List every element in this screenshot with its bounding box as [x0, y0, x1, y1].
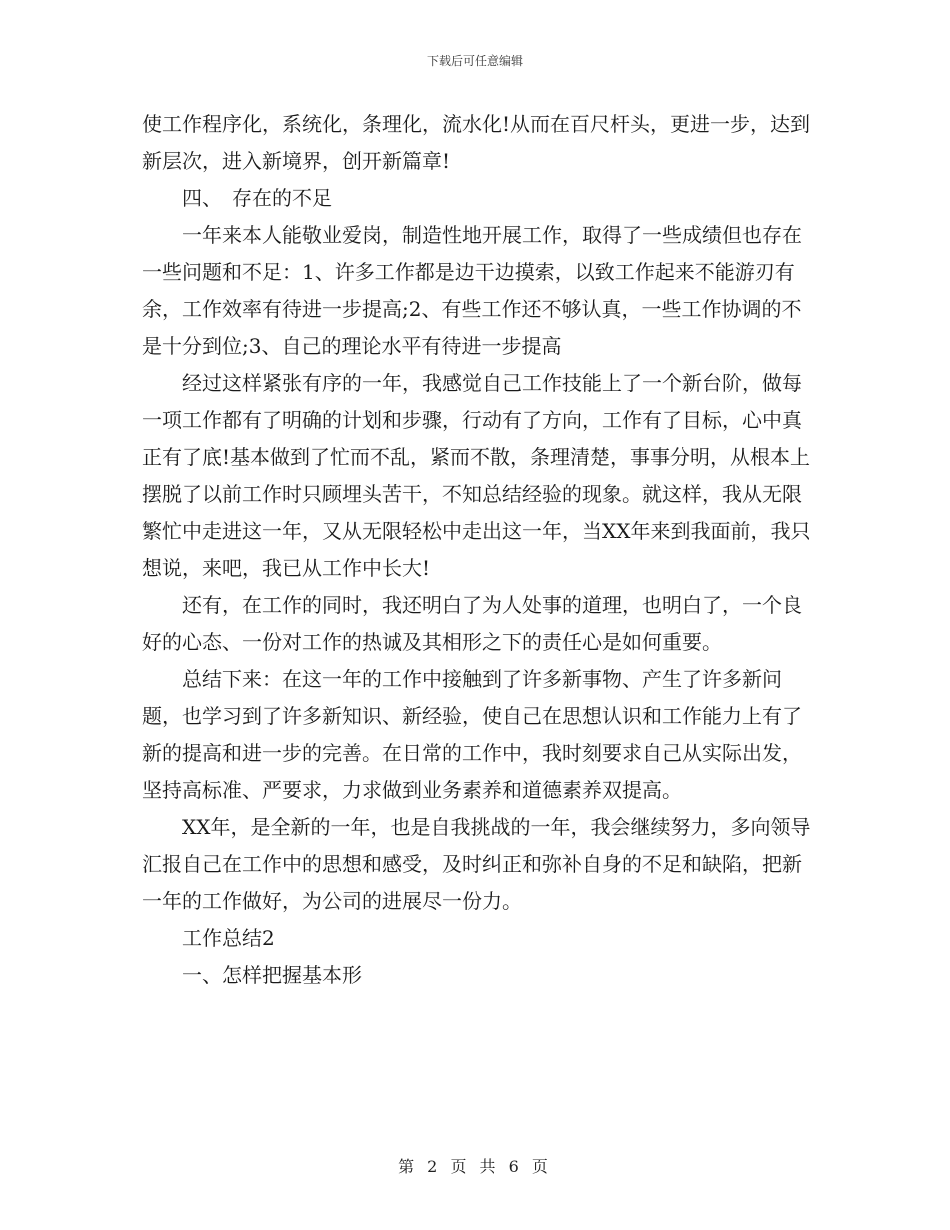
- section-heading-shortcomings: 四、 存在的不足: [182, 186, 332, 210]
- paragraph-year-review: 经过这样紧张有序的一年，我感觉自己工作技能上了一个新台阶，做每一项工作都有了明确的计划和步骤，行动有了方向，工作有了目标，心中真正有了底!基本做到了忙而不乱，紧而不散，条理清楚，事事分明，从根本上摆脱了以前工作时只顾埋头苦干，不知总结经验的现象。就这样，我从无限繁忙中走进这一年，又从无限轻松中走出这一年，当XX年来到我面前，我只想说，来吧，我已从工作中长大!: [142, 371, 811, 580]
- section-title-work-summary-2: 工作总结2: [182, 926, 275, 950]
- page-header: 下载后可任意编辑: [426, 54, 523, 68]
- subsection-heading-basic-shape: 一、怎样把握基本形: [182, 963, 362, 987]
- paragraph-continuation: 使工作程序化，系统化，条理化，流水化!从而在百尺杆头，更进一步，达到新层次，进入新境界，创开新篇章!: [142, 112, 811, 173]
- paragraph-outlook: XX年，是全新的一年，也是自我挑战的一年，我会继续努力，多向领导汇报自己在工作中的思想和感受，及时纠正和弥补自身的不足和缺陷，把新一年的工作做好，为公司的进展尽一份力。: [142, 815, 811, 913]
- paragraph-shortcomings: 一年来本人能敬业爱岗，制造性地开展工作，取得了一些成绩但也存在一些问题和不足：1、许多工作都是边干边摸索，以致工作起来不能游刃有余，工作效率有待进一步提高;2、有些工作还不够认真，一些工作协调的不是十分到位;3、自己的理论水平有待进一步提高: [142, 223, 802, 358]
- page-footer: 第 2 页 共 6 页: [398, 1157, 552, 1176]
- paragraph-attitude: 还有，在工作的同时，我还明白了为人处事的道理，也明白了，一个良好的心态、一份对工作的热诚及其相形之下的责任心是如何重要。: [142, 593, 802, 654]
- paragraph-summary: 总结下来：在这一年的工作中接触到了许多新事物、产生了许多新问题，也学习到了许多新知识、新经验，使自己在思想认识和工作能力上有了新的提高和进一步的完善。在日常的工作中，我时刻要求自己从实际出发，坚持高标准、严要求，力求做到业务素养和道德素养双提高。: [142, 667, 802, 802]
- document-body: [142, 106, 814, 994]
